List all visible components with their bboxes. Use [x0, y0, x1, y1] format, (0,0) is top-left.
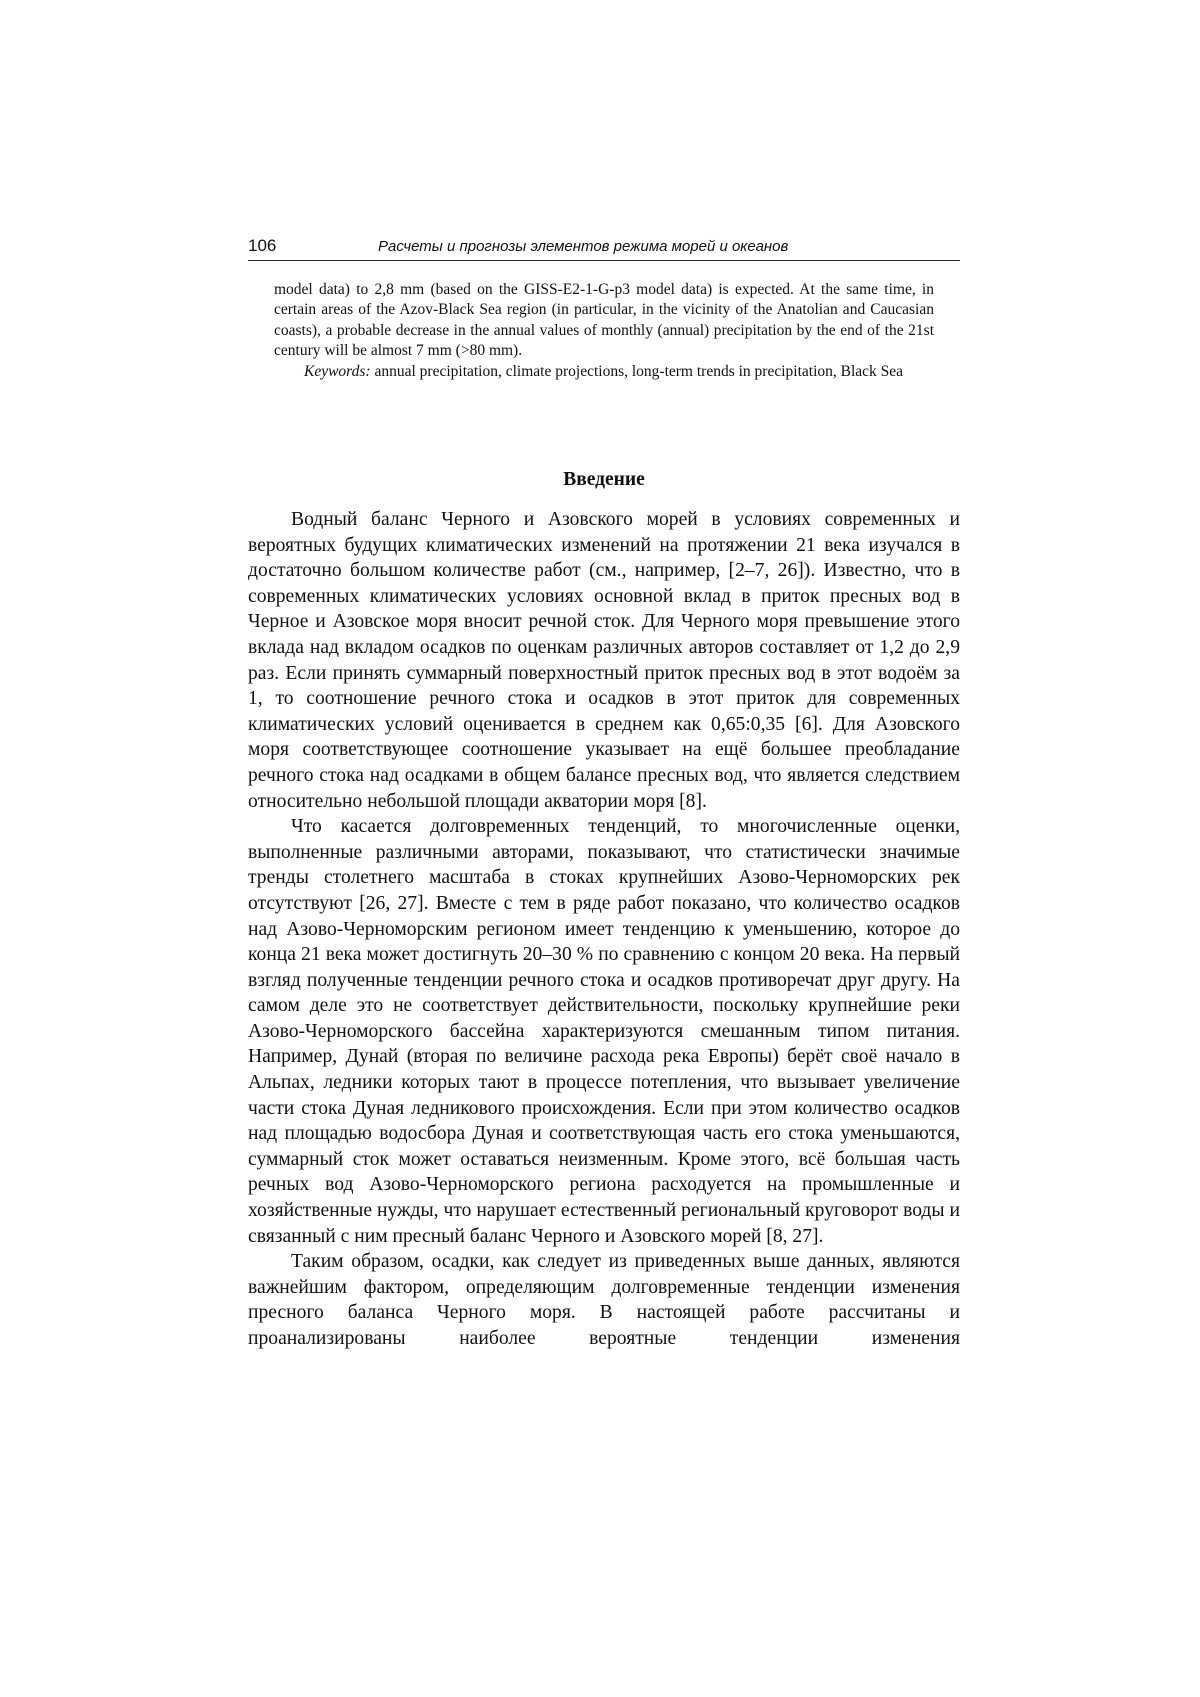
page-number: 106 — [248, 236, 277, 255]
body-text — [248, 507, 960, 1352]
keywords-text: annual precipitation, climate projections, long-term trends in precipitation, Black Sea — [374, 362, 904, 380]
running-title: Расчеты и прогнозы элементов режима морей и океанов — [378, 238, 789, 255]
paragraph-2: Что касается долговременных тенденций, то многочисленные оценки, выполненные различными авторами, показывают, что статистически значимые тренды столетнего масштаба в стоках крупнейших Азово-Черноморских рек отсутствуют [26, 27]. Вместе с тем в ряде работ показано, что количество осадков над Азово-Черноморским регионом имеет тенденцию к уменьшению, которое до конца 21 века может достигнуть 20–30 % по сравнению с концом 20 века. На первый взгляд полученные тенденции речного стока и осадков противоречат друг другу. На самом деле это не соответствует действительности, поскольку крупнейшие реки Азово-Черноморского бассейна характеризуются смешанным типом питания. Например, Дунай (вторая по величине расхода река Европы) берёт своё начало в Альпах, ледники которых тают в процессе потепления, что вызывает увеличение части стока Дуная ледникового происхождения. Если при этом количество осадков над площадью водосбора Дуная и соответствующая часть его стока уменьшаются, суммарный сток может оставаться неизменным. Кроме этого, всё большая часть речных вод Азово-Черноморского региона расходуется на промышленные и хозяйственные нужды, что нарушает естественный региональный круговорот воды и связанный с ним пресный баланс Черного и Азовского морей [8, 27]. — [248, 816, 960, 1247]
section-heading: Введение — [563, 469, 645, 490]
paragraph-1: Водный баланс Черного и Азовского морей в условиях современных и вероятных будущих климатических изменений на протяжении 21 века изучался в достаточно большом количестве работ (см., например, [2–7, 26]). Известно, что в современных климатических условиях основной вклад в приток пресных вод в Черное и Азовское моря вносит речной сток. Для Черного моря превышение этого вклада над вкладом осадков по оценкам различных авторов составляет от 1,2 до 2,9 раз. Если принять суммарный поверхностный приток пресных вод в этот водоём за 1, то соотношение речного стока и осадков в этот приток для современных климатических условий оценивается в среднем как 0,65:0,35 [6]. Для Азовского моря соответствующее соотношение указывает на ещё большее преобладание речного стока над осадками в общем балансе пресных вод, что является следствием относительно небольшой площади акватории моря [8]. — [248, 509, 960, 812]
running-header — [248, 236, 960, 261]
paragraph-3: Таким образом, осадки, как следует из приведенных выше данных, являются важнейшим фактором, определяющим долговременные тенденции изменения пресного баланса Черного моря. В настоящей работе рассчитаны и проанализированы наиболее вероятные тенденции изменения — [248, 1251, 960, 1349]
keywords-paragraph — [274, 362, 934, 382]
abstract-block — [274, 280, 934, 382]
keywords-label: Keywords: — [304, 362, 371, 380]
abstract-text: model data) to 2,8 mm (based on the GISS-E2-1-G-p3 model data) is expected. At the same time, in certain areas of the Azov-Black Sea region (in particular, in the vicinity of the Anatolian and Caucasian coasts), a probable decrease in the annual values of monthly (annual) precipitation by the end of the 21st century will be almost 7 mm (>80 mm). — [274, 281, 934, 360]
